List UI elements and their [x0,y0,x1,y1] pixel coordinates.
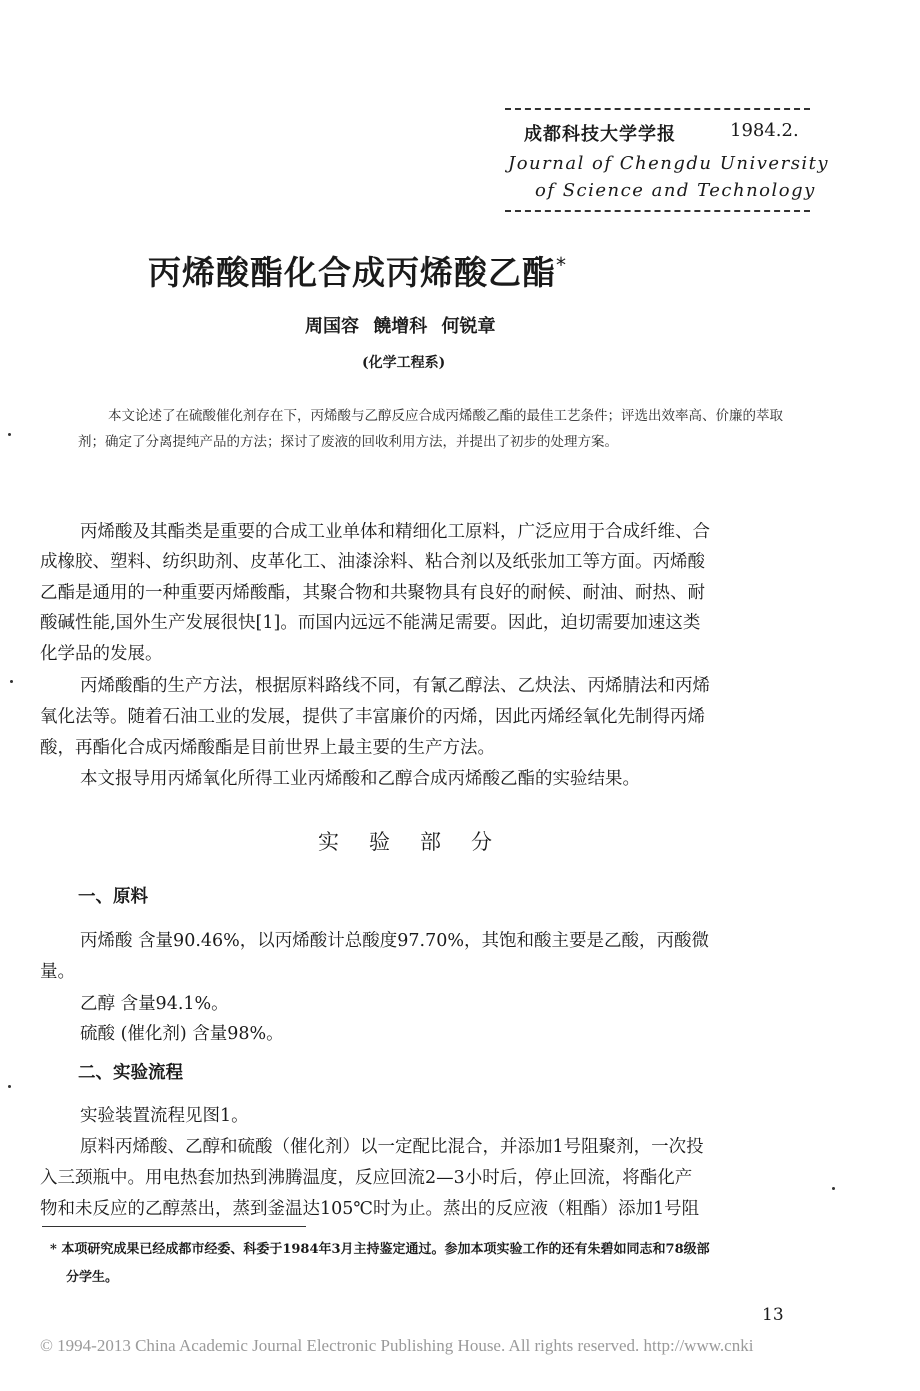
materials-line: 丙烯酸 含量90.46%，以丙烯酸计总酸度97.70%，其饱和酸主要是乙酸，丙酸微 [80,931,710,951]
department: (化学工程系) [362,355,446,371]
journal-name-en-line2: of Science and Technology [535,180,816,201]
subsection-procedure: 二、实验流程 [78,1063,183,1083]
materials-line: 硫酸 (催化剂) 含量98%。 [80,1024,284,1044]
materials-line: 乙醇 含量94.1%。 [80,994,229,1014]
paper-title [148,247,567,294]
journal-issue: 1984.2. [730,120,799,141]
intro-line: 化学品的发展。 [40,644,163,664]
page-number: 13 [762,1305,784,1325]
scan-speck [8,1085,11,1088]
authors: 周国容 饒增科 何锐章 [305,316,496,337]
intro-line: 丙烯酸酯的生产方法，根据原料路线不同，有氰乙醇法、乙炔法、丙烯腈法和丙烯 [80,676,710,696]
footnote-line: 分学生。 [66,1270,119,1285]
procedure-line: 实验装置流程见图1。 [80,1106,249,1126]
procedure-line: 入三颈瓶中。用电热套加热到沸腾温度，反应回流2—3小时后，停止回流，将酯化产 [40,1168,693,1188]
scan-speck [8,433,11,436]
intro-line: 氧化法等。随着石油工业的发展，提供了丰富廉价的丙烯，因此丙烯经氧化先制得丙烯 [40,707,705,727]
intro-line: 酸碱性能,国外生产发展很快[1]。而国内远远不能满足需要。因此，迫切需要加速这类 [40,613,701,633]
intro-line: 乙酯是通用的一种重要丙烯酸酯，其聚合物和共聚物具有良好的耐候、耐油、耐热、耐 [40,583,705,603]
procedure-line: 物和未反应的乙醇蒸出，蒸到釜温达105℃时为止。蒸出的反应液（粗酯）添加1号阻 [40,1199,700,1219]
paper-title-text: 丙烯酸酯化合成丙烯酸乙酯 [148,253,556,292]
abstract: 本文论述了在硫酸催化剂存在下，丙烯酸与乙醇反应合成丙烯酸乙酯的最佳工艺条件；评选出效率高、价廉的萃取剂；确定了分离提纯产品的方法；探讨了废液的回收利用方法，并提出了初步的处理方案。 [78,408,783,450]
subsection-materials: 一、原料 [78,887,148,907]
footnote-rule [42,1226,306,1227]
intro-line: 丙烯酸及其酯类是重要的合成工业单体和精细化工原料，广泛应用于合成纤维、合 [80,522,710,542]
header-bottom-rule [505,210,810,212]
journal-name-en-line1: Journal of Chengdu University [508,153,830,174]
section-title: 实验部分 [318,830,522,854]
intro-line: 本文报导用丙烯氧化所得工业丙烯酸和乙醇合成丙烯酸乙酯的实验结果。 [80,769,640,789]
scan-speck [10,680,13,683]
copyright-banner: © 1994-2013 China Academic Journal Electronic Publishing House. All rights reserved. http://www.cnki [40,1336,754,1355]
title-footnote-mark: * [556,253,567,277]
intro-line: 成橡胶、塑料、纺织助剂、皮革化工、油漆涂料、粘合剂以及纸张加工等方面。丙烯酸 [40,552,705,572]
intro-line: 酸，再酯化合成丙烯酸酯是目前世界上最主要的生产方法。 [40,738,495,758]
materials-line: 量。 [40,962,75,982]
journal-name-cn: 成都科技大学学报 [524,124,676,145]
footnote-line: * 本项研究成果已经成都市经委、科委于1984年3月主持鉴定通过。参加本项实验工作的还有朱碧如同志和78级部 [50,1242,710,1257]
scan-speck [832,1187,835,1190]
procedure-line: 原料丙烯酸、乙醇和硫酸（催化剂）以一定配比混合，并添加1号阻聚剂，一次投 [80,1137,704,1157]
header-top-rule [505,108,810,110]
